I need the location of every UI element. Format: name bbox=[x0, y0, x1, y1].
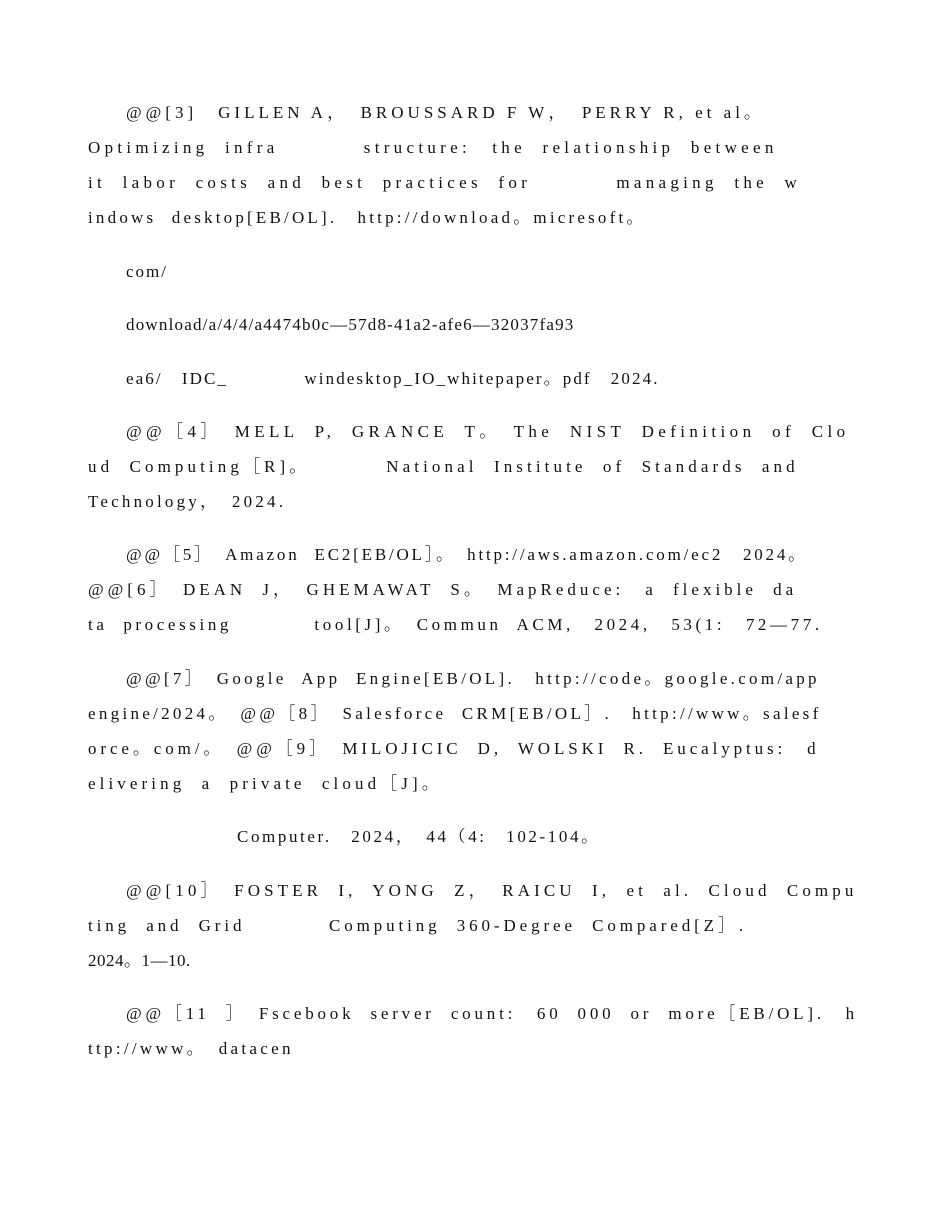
ref-3-line-2: Optimizing infra structure: the relationship between bbox=[88, 138, 778, 157]
ref-3-line-7: ea6/ IDC_ windesktop_IO_whitepaper。pdf 2024. bbox=[126, 369, 660, 388]
ref-3-line-1 bbox=[126, 103, 860, 123]
ref-4-line-1: @@［4］ MELL P, GRANCE T。 The NIST Definition of Clo bbox=[126, 422, 850, 441]
ref-9-line-2: elivering a private cloud［J]。 bbox=[88, 774, 443, 793]
ref-9-line-1: orce。com/。 @@［9］ MILOJICIC D, WOLSKI R. Eucalyptus: d bbox=[88, 739, 820, 758]
ref-6-line-2: ta processing tool[J]。 Commun ACM, 2024, 53(1: 72—77. bbox=[88, 615, 823, 634]
ref-3-line-5: com/ bbox=[126, 262, 168, 281]
ref-4-line-3: Technology， 2024. bbox=[88, 492, 287, 511]
ref-3-line-6: download/a/4/4/a4474b0c—57d8-41a2-afe6—32037fa93 bbox=[126, 315, 575, 334]
ref-3-line-4: indows desktop[EB/OL]. http://download。micresoft。 bbox=[88, 208, 647, 227]
text-run: @@[3] GILLEN A， BROUSSARD F W， PERRY R, et al。 bbox=[126, 103, 765, 122]
ref-7-line-2: engine/2024。 @@［8］ Salesforce CRM[EB/OL］. http://www。salesf bbox=[88, 704, 822, 723]
ref-6-line-1: @@[6］ DEAN J， GHEMAWAT S。 MapReduce: a flexible da bbox=[88, 580, 798, 599]
ref-10-line-1: @@[10］ FOSTER I, YONG Z， RAICU I, et al. Cloud Compu bbox=[126, 881, 858, 900]
ref-5-line-1: @@［5］ Amazon EC2[EB/OL］。 http://aws.amazon.com/ec2 2024。 bbox=[126, 545, 808, 564]
ref-7-line-1: @@[7］ Google App Engine[EB/OL]. http://code。google.com/app bbox=[126, 669, 820, 688]
ref-11-line-1: @@［11 ］ Fscebook server count: 60 000 or more［EB/OL]. h bbox=[126, 1004, 858, 1023]
ref-11-line-2: ttp://www。 datacen bbox=[88, 1039, 294, 1058]
ref-10-line-3: 2024。1—10. bbox=[88, 951, 191, 970]
ref-3-line-3: it labor costs and best practices for managing the w bbox=[88, 173, 802, 192]
ref-9-line-3: Computer. 2024， 44（4: 102-104。 bbox=[237, 827, 601, 846]
ref-4-line-2: ud Computing［R]。 National Institute of Standards and bbox=[88, 457, 799, 476]
ref-10-line-2: ting and Grid Computing 360-Degree Compared[Z］. bbox=[88, 916, 748, 935]
